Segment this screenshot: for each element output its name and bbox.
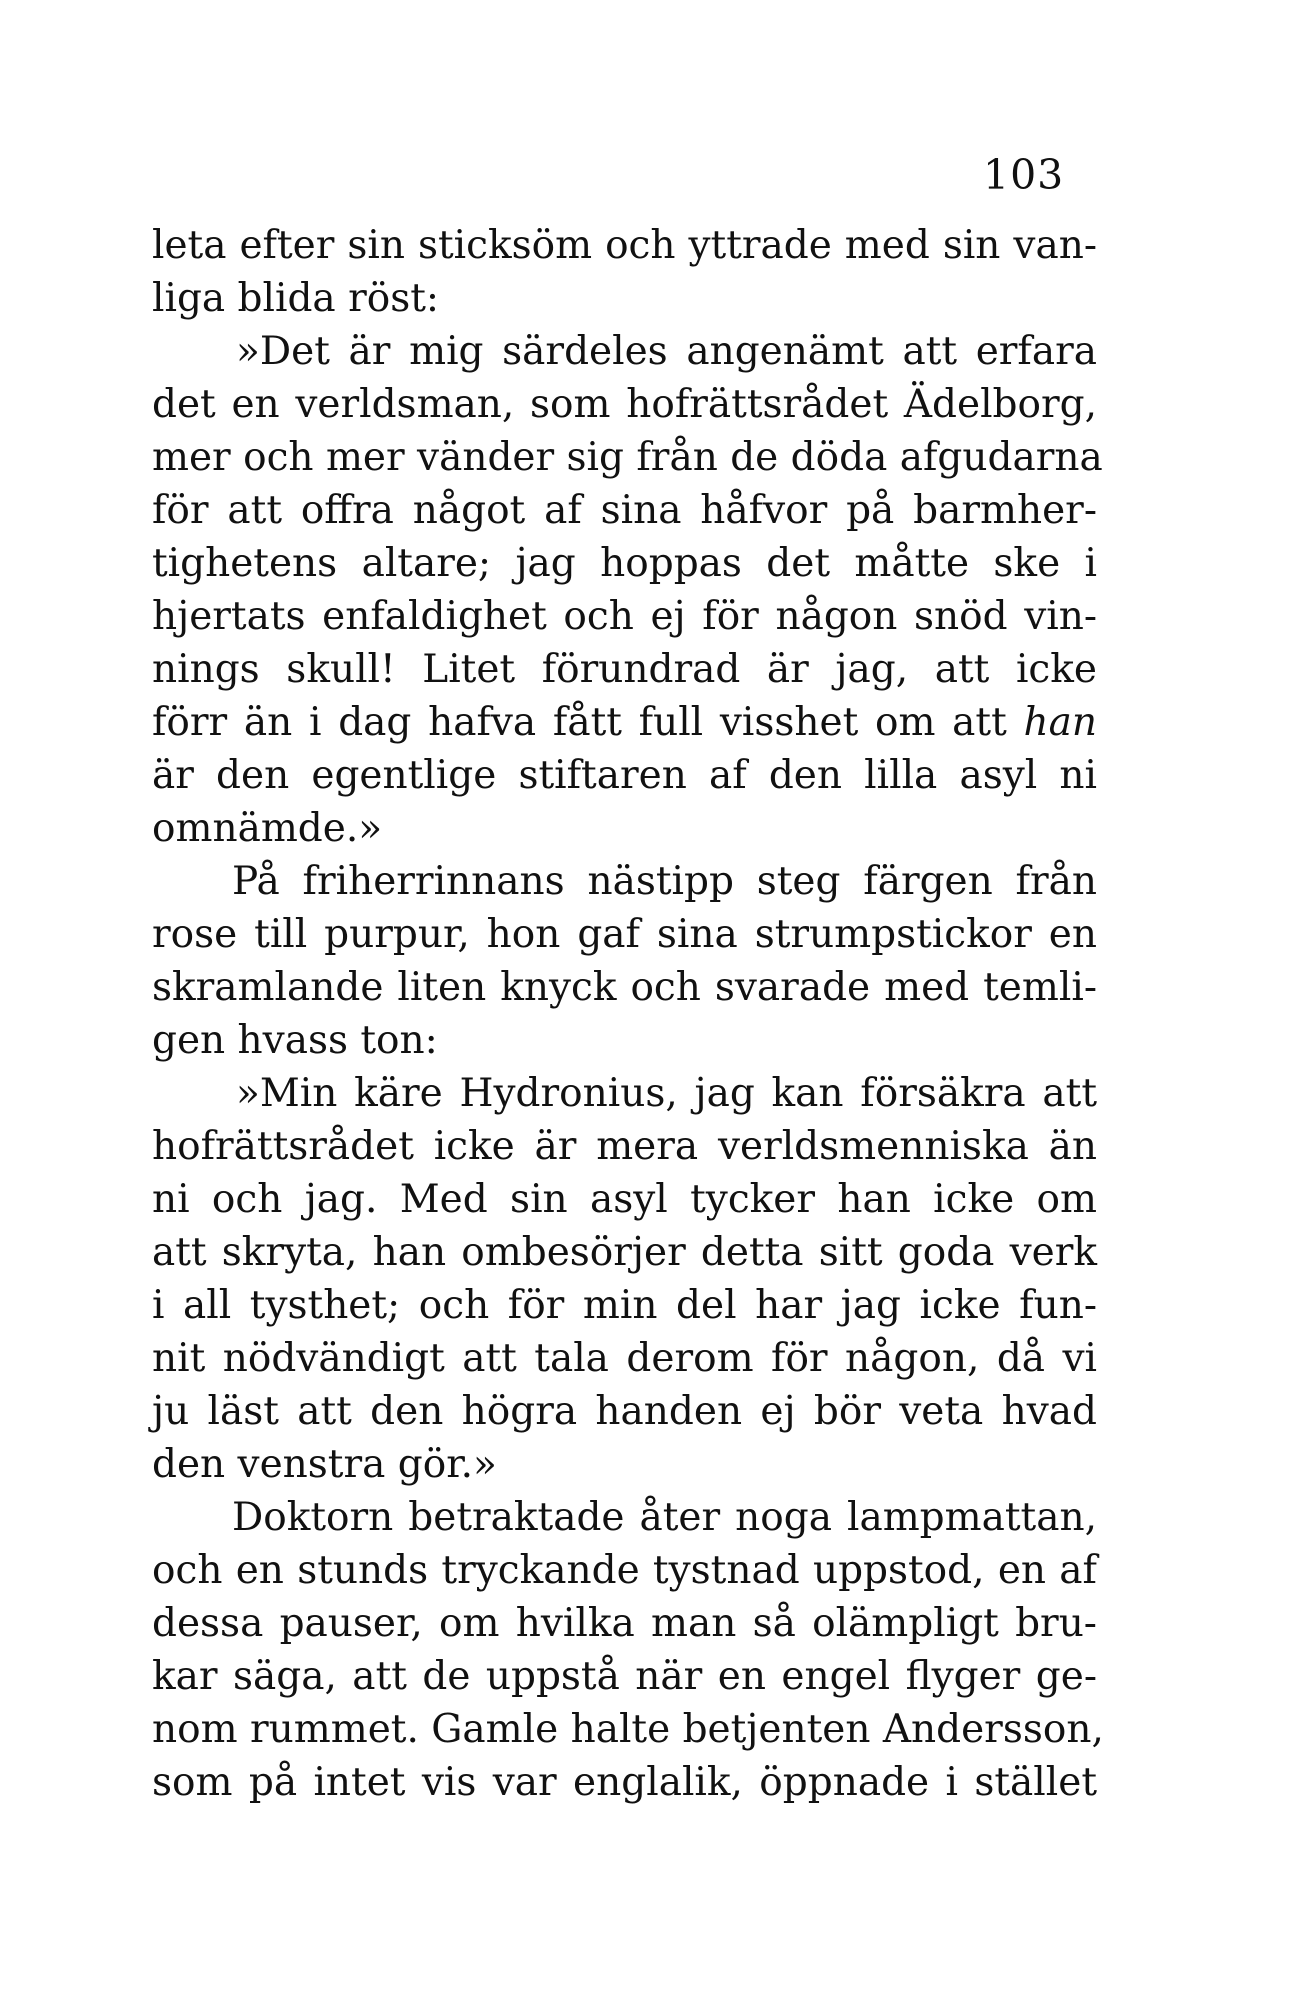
text-line: liga blida röst:	[152, 276, 440, 321]
text-line: nit nödvändigt att tala derom för någon, då vi	[152, 1336, 1097, 1381]
text-line: dessa pauser, om hvilka man så olämpligt bru-	[152, 1601, 1097, 1646]
text-line: ni och jag. Med sin asyl tycker han icke om	[152, 1177, 1097, 1222]
text-line: tighetens altare; jag hoppas det måtte ske i	[152, 541, 1097, 586]
italic-word: han	[1023, 700, 1097, 745]
text-line: mer och mer vänder sig från de döda afgudarna	[152, 435, 1103, 480]
text-line: nings skull! Litet förundrad är jag, att icke	[152, 647, 1097, 692]
text-line: leta efter sin sticksöm och yttrade med sin van-	[152, 223, 1097, 268]
text-line: omnämde.»	[152, 806, 383, 851]
body-text	[152, 219, 1104, 1809]
text-line: som på intet vis var englalik, öppnade i stället	[152, 1760, 1097, 1805]
text-line: På friherrinnans nästipp steg färgen från	[232, 859, 1097, 904]
text-line: för att offra något af sina håfvor på barmher-	[152, 488, 1097, 533]
text-line: ju läst att den högra handen ej bör veta hvad	[152, 1389, 1097, 1434]
text-fragment: förr än i dag hafva fått full visshet om att	[152, 700, 1007, 745]
text-line: »Min käre Hydronius, jag kan försäkra att	[236, 1071, 1097, 1116]
text-line: är den egentlige stiftaren af den lilla asyl ni	[152, 753, 1097, 798]
page-number: 103	[983, 151, 1065, 199]
text-line: skramlande liten knyck och svarade med temli-	[152, 965, 1097, 1010]
text-line: det en verldsman, som hofrättsrådet Ädelborg,	[152, 382, 1097, 427]
text-line: gen hvass ton:	[152, 1018, 438, 1063]
text-line: den venstra gör.»	[152, 1442, 497, 1487]
text-line: hjertats enfaldighet och ej för någon snöd vin-	[152, 594, 1097, 639]
text-line: och en stunds tryckande tystnad uppstod, en af	[152, 1548, 1097, 1593]
text-line-with-italic	[152, 696, 1097, 749]
text-line: hofrättsrådet icke är mera verldsmenniska än	[152, 1124, 1097, 1169]
text-line: i all tysthet; och för min del har jag icke fun-	[152, 1283, 1097, 1328]
text-line: »Det är mig särdeles angenämt att erfara	[236, 329, 1097, 374]
text-line: att skryta, han ombesörjer detta sitt goda verk	[152, 1230, 1097, 1275]
text-line: nom rummet. Gamle halte betjenten Andersson,	[152, 1707, 1104, 1752]
text-line: rose till purpur, hon gaf sina strumpstickor en	[152, 912, 1097, 957]
text-line: kar säga, att de uppstå när en engel flyger ge-	[152, 1654, 1097, 1699]
text-line: Doktorn betraktade åter noga lampmattan,	[232, 1495, 1097, 1540]
